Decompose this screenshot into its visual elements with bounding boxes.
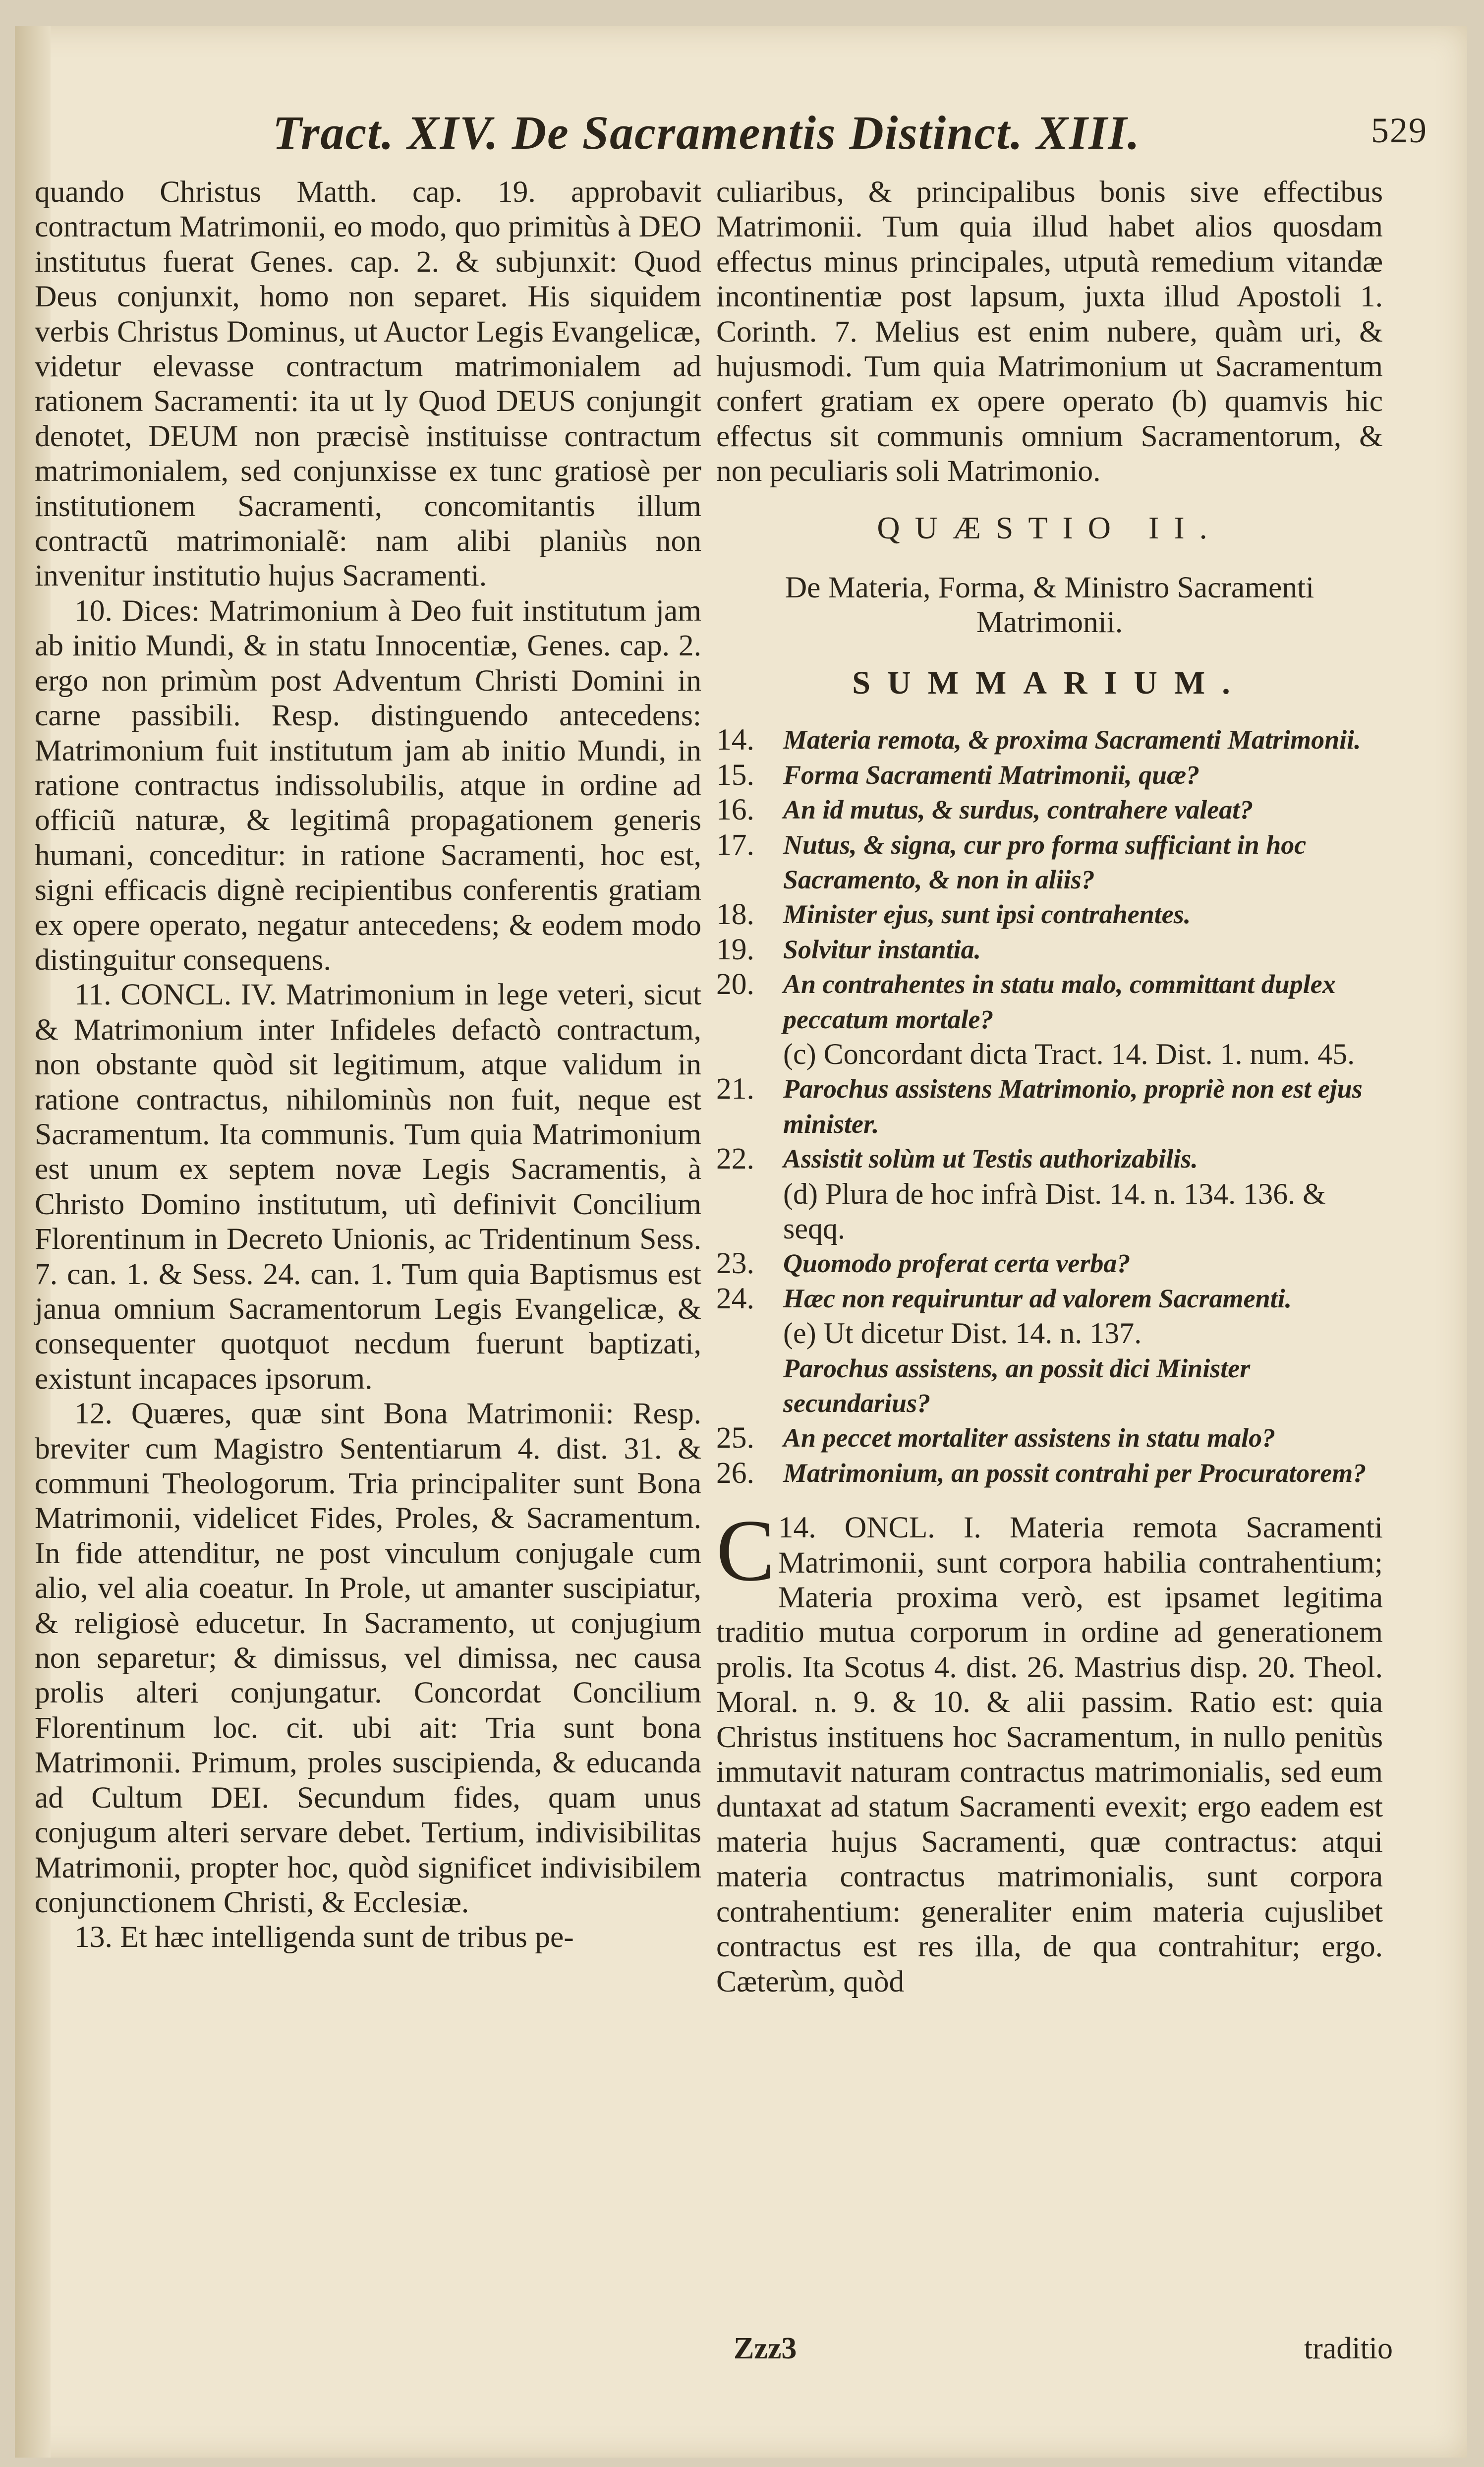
summary-number: 24. <box>716 1281 754 1315</box>
summary-item <box>716 897 1383 932</box>
summary-text: Solvitur instantia. <box>783 934 981 964</box>
left-paragraph-continuation: quando Christus Matth. cap. 19. approbavit contractum Matrimonii, eo modo, quo primitùs à DEO institutus fuerat Genes. cap. 2. & subjunxit: Quod Deus conjunxit, homo non separet. His siquidem verbis Christus Dominus, ut Auctor Legis Evangelicæ, videtur elevasse contractum matrimonialem ad rationem Sacramenti: ita ut ly Quod DEUS conjungit denotet, DEUM non præcisè instituisse contractum matrimonialem, sed conjunxisse ex tunc gratiosè per institutionem Sacramenti, concomitantis illum contractũ matrimonialẽ: nam alibi planiùs non invenitur institutio hujus Sacramenti. <box>35 175 701 593</box>
summary-text: Parochus assistens Matrimonio, propriè non est ejus minister. <box>783 1074 1363 1139</box>
summary-number: 19. <box>716 932 754 966</box>
page-footer <box>734 2331 1393 2371</box>
conclusion-number: 14. <box>778 1511 816 1545</box>
summary-number: 26. <box>716 1456 754 1490</box>
summary-number: 15. <box>716 758 754 792</box>
summary-item <box>716 1071 1383 1141</box>
summary-list <box>716 722 1383 1490</box>
question-subtitle: De Materia, Forma, & Ministro Sacramenti Matrimonii. <box>785 571 1314 640</box>
page-number: 529 <box>1371 111 1427 150</box>
running-head-title: Tract. XIV. De Sacramentis Distinct. XIII. <box>273 106 1141 159</box>
summary-item <box>716 1281 1383 1316</box>
summary-item <box>716 827 1383 897</box>
summary-text: Hæc non requiruntur ad valorem Sacramenti. <box>783 1283 1292 1313</box>
right-intro-paragraph: culiaribus, & principalibus bonis sive effectibus Matrimonii. Tum quia illud habet alios quosdam effectus minus principales, utputà remedium vitandæ incontinentiæ post lapsum, juxta illud Apostoli 1. Corinth. 7. Melius est enim nubere, quàm uri, & hujusmodi. Tum quia Matrimonium ut Sacramentum confert gratiam ex opere operato (b) quamvis hic effectus sit communis omnium Sacramentorum, & non peculiaris soli Matrimonio. <box>716 175 1383 488</box>
drop-capital: C <box>716 1501 775 1600</box>
summary-number: 14. <box>716 723 754 757</box>
summary-text: Minister ejus, sunt ipsi contrahentes. <box>783 899 1191 930</box>
conclusion-paragraph <box>716 1501 1383 1999</box>
summary-text: Assistit solùm ut Testis authorizabilis. <box>783 1144 1198 1174</box>
summary-item <box>716 1246 1383 1281</box>
left-paragraph-13: 13. Et hæc intelligenda sunt de tribus pe- <box>74 1920 574 1954</box>
book-page <box>15 26 1467 2458</box>
left-paragraph-12: 12. Quæres, quæ sint Bona Matrimonii: Resp. breviter cum Magistro Sententiarum 4. dist. 31. & communi Theologorum. Tria principaliter sunt Bona Matrimonii, videlicet Fides, Proles, & Sacramentum. In fide attenditur, ne post vinculum conjugale cum alio, vel alia coeatur. In Prole, ut amanter suscipiatur, & religiosè educetur. In Sacramento, ut conjugium non separetur; & dimissus, vel dimissa, nec causa prolis alteri conjungatur. Concordat Concilium Florentinum loc. cit. ubi ait: Tria sunt bona Matrimonii. Primum, proles suscipienda, & educanda ad Cultum DEI. Secundum fides, quam unus conjugum alteri servare debet. Tertium, indivisibilitas Matrimonii, propter hoc, quòd significet indivisibilem conjunctionem Christi, & Ecclesiæ. <box>35 1397 701 1919</box>
summary-text: An contrahentes in statu malo, committant duplex peccatum mortale? <box>783 969 1336 1034</box>
summary-text: An peccet mortaliter assistens in statu malo? <box>783 1423 1276 1453</box>
summary-text: An id mutus, & surdus, contrahere valeat? <box>783 795 1254 825</box>
summary-footnote: (e) Ut dicetur Dist. 14. n. 137. <box>783 1317 1142 1350</box>
left-paragraph-11: 11. CONCL. IV. Matrimonium in lege veteri, sicut & Matrimonium inter Infideles defactò contractum, non obstante quòd sit legitimum, atque validum in ratione contractus, nihilominùs non fuit, neque est Sacramentum. Ita communis. Tum quia Matrimonium est unum ex septem novæ Legis Sacramentis, à Christo Domino institutum, utì definivit Concilium Florentinum in Decreto Unionis, ac Tridentinum Sess. 7. can. 1. & Sess. 24. can. 1. Tum quia Baptismus est janua omnium Sacramentorum Legis Evangelicæ, & consequenter quotquot necdum fuerunt baptizati, existunt incapaces ipsorum. <box>35 978 701 1396</box>
right-column <box>716 175 1383 2029</box>
summary-number: 22. <box>716 1142 754 1176</box>
summary-item <box>716 792 1383 827</box>
summary-text: Matrimonium, an possit contrahi per Procuratorem? <box>783 1458 1367 1488</box>
summary-text: Forma Sacramenti Matrimonii, quæ? <box>783 760 1200 790</box>
summary-item <box>716 967 1383 1037</box>
summary-item <box>716 932 1383 967</box>
summary-title: SUMMARIUM. <box>852 664 1247 701</box>
summary-text: Quomodo proferat certa verba? <box>783 1248 1131 1279</box>
summary-number: 25. <box>716 1421 754 1455</box>
summary-number: 20. <box>716 967 754 1001</box>
catchword: traditio <box>1304 2332 1393 2365</box>
summary-item <box>716 1456 1383 1490</box>
signature-mark: Zzz3 <box>734 2332 797 2365</box>
question-title: QUÆSTIO II. <box>877 510 1222 545</box>
summary-footnote: (c) Concordant dicta Tract. 14. Dist. 1. num. 45. <box>783 1037 1355 1070</box>
summary-footnote-italic: Parochus assistens, an possit dici Minister secundarius? <box>783 1353 1251 1418</box>
left-paragraph-10: 10. Dices: Matrimonium à Deo fuit institutum jam ab initio Mundi, & in statu Innocentiæ, Genes. cap. 2. ergo non primùm post Adventum Christi Domini in carne passibili. Resp. distinguendo antecedens: Matrimonium fuit institutum jam ab initio Mundi, in ratione contractus indissolubilis, atque in ordine ad officiũ naturæ, & legitimâ propagationem generis humani, conceditur: in ratione Sacramenti, hoc est, signi efficacis dignè recipientibus conferentis gratiam ex opere operato, negatur antecedens; & eodem modo distinguitur consequens. <box>35 593 701 977</box>
left-column <box>35 175 701 1955</box>
summary-item <box>716 758 1383 792</box>
summary-number: 21. <box>716 1072 754 1106</box>
summary-number: 23. <box>716 1246 754 1281</box>
summary-text: Nutus, & signa, cur pro forma sufficiant in hoc Sacramento, & non in aliis? <box>783 829 1307 894</box>
conclusion-text: ONCL. I. Materia remota Sacramenti Matrimonii, sunt corpora habilia contrahentium; Materia proxima verò, est ipsamet legitima traditio mutua corporum in ordine ad generationem prolis. Ita Scotus 4. dist. 26. Mastrius disp. 20. Theol. Moral. n. 9. & 10. & alii passim. Ratio est: quia Christus instituens hoc Sacramentum, in nullo penitùs immutavit naturam contractus matrimonialis, sed eum duntaxat ad statum Sacramenti evexit; ergo eadem est materia hujus Sacramenti, quæ contractus: atqui materia contractus matrimonialis, sunt corpora contrahentium: generaliter enim materia cujuslibet contractus est res illa, de qua contrahitur; ergo. Cæterùm, quòd <box>716 1511 1383 1998</box>
summary-item <box>716 1141 1383 1176</box>
summary-footnote: (d) Plura de hoc infrà Dist. 14. n. 134. 136. & seqq. <box>783 1177 1326 1245</box>
summary-number: 16. <box>716 793 754 827</box>
summary-item <box>716 1420 1383 1455</box>
running-head <box>273 105 1427 179</box>
summary-number: 17. <box>716 827 754 862</box>
summary-item <box>716 722 1383 757</box>
summary-text: Materia remota, & proxima Sacramenti Matrimonii. <box>783 725 1361 755</box>
summary-number: 18. <box>716 897 754 932</box>
